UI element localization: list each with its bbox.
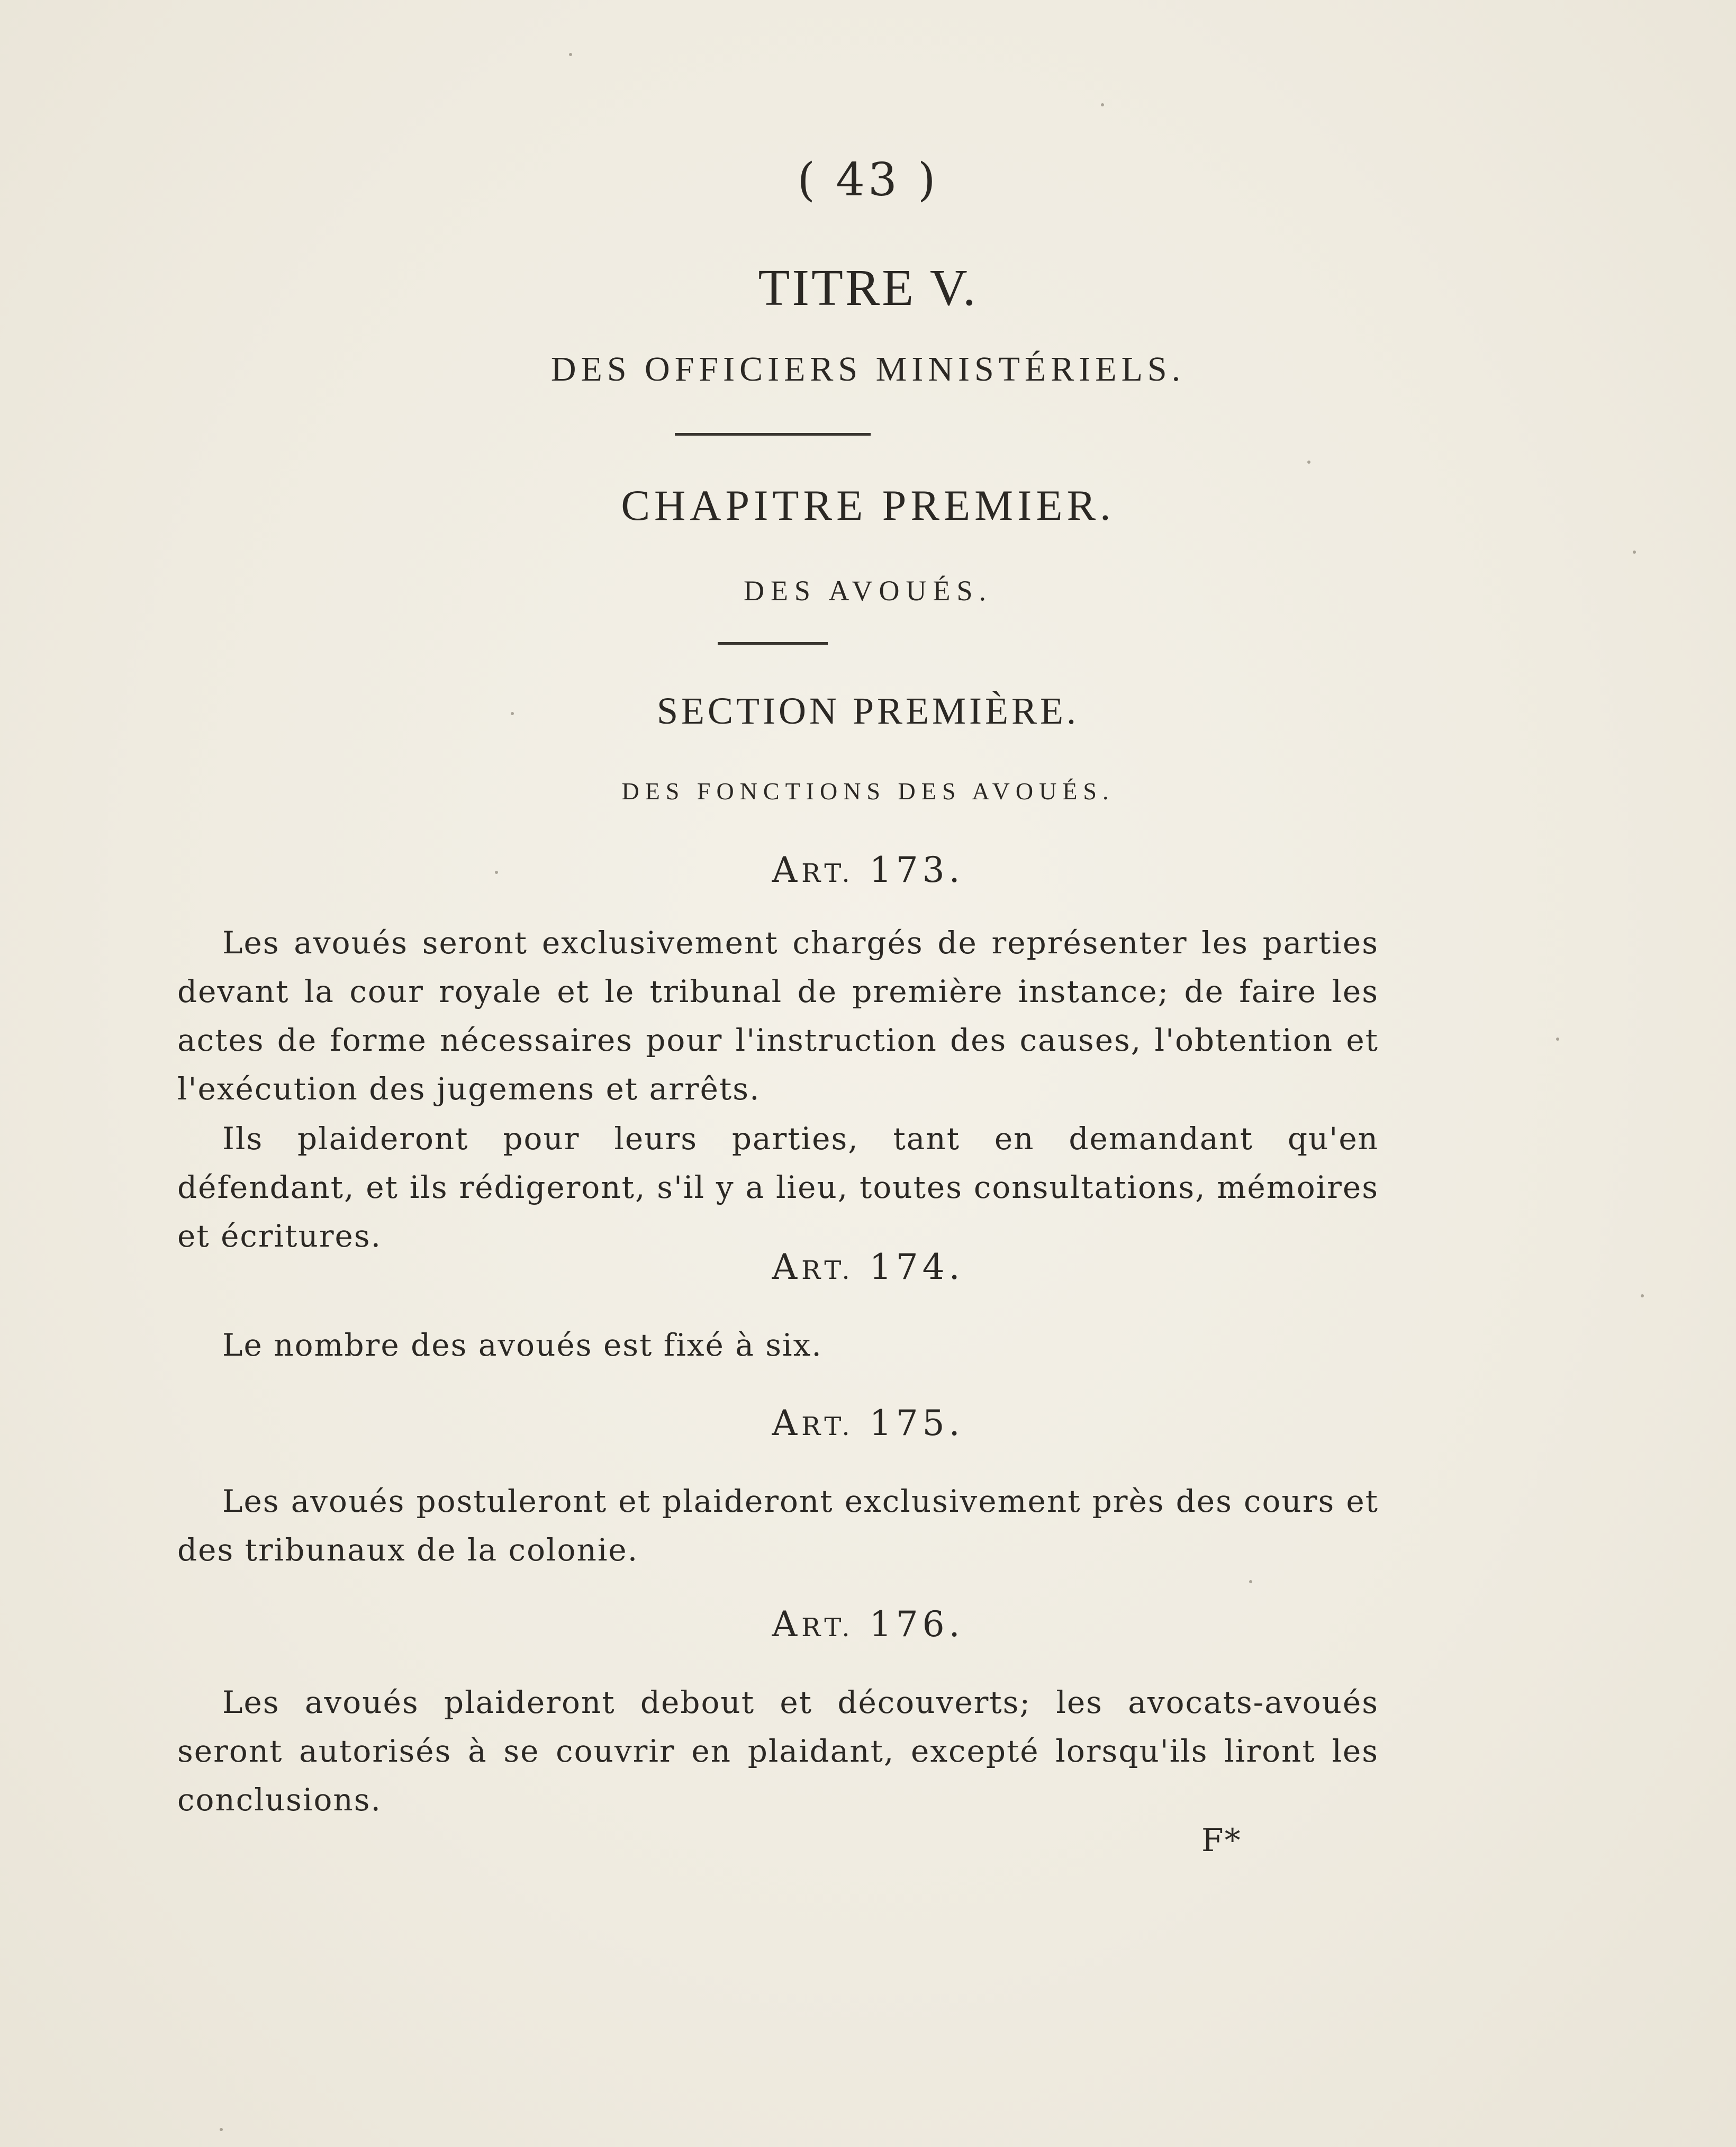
section-heading: SECTION PREMIÈRE. (656, 690, 1080, 732)
article-number: 176. (869, 1604, 964, 1645)
chapitre-heading: CHAPITRE PREMIER. (621, 481, 1115, 529)
paper-speck (1633, 551, 1636, 554)
article-label-initial: A (772, 1247, 802, 1287)
section-subheading: DES FONCTIONS DES AVOUÉS. (621, 778, 1115, 805)
paper-speck (511, 712, 514, 715)
paper-speck (569, 53, 572, 56)
paragraph-text: Les avoués plaideront debout et découverts; les avocats-avoués seront autorisés à se couvrir en plaidant, excepté lorsqu'ils liront les conclusions. (177, 1684, 1379, 1818)
article-paragraph (177, 918, 1379, 1113)
titre-subheading: DES OFFICIERS MINISTÉRIELS. (550, 350, 1186, 389)
article-number: 175. (869, 1403, 964, 1444)
paragraph-text: Le nombre des avoués est fixé à six. (222, 1327, 822, 1363)
signature-mark: F* (1201, 1822, 1242, 1859)
paper-speck (1249, 1580, 1252, 1583)
article-paragraph (177, 1678, 1379, 1824)
article-paragraph (177, 1321, 1379, 1369)
paragraph-text: Ils plaideront pour leurs parties, tant en demandant qu'en défendant, et ils rédigeront, s'il y a lieu, toutes consultations, mémoires et écritures. (177, 1121, 1379, 1254)
article-paragraph (177, 1477, 1379, 1574)
article-heading (0, 850, 1736, 890)
paper-speck (495, 871, 498, 874)
article-label-rest: RT. (801, 1412, 854, 1441)
article-heading (0, 1403, 1736, 1444)
paper-speck (1101, 103, 1104, 106)
article-label-rest: RT. (801, 1256, 854, 1285)
article-heading (0, 1604, 1736, 1645)
article-paragraph (177, 1114, 1379, 1260)
paragraph-text: Les avoués seront exclusivement chargés de représenter les parties devant la cour royale et le tribunal de première instance; de faire les actes de forme nécessaires pour l'instruction des causes, l'obtention et l'exécution des jugemens et arrêts. (177, 925, 1379, 1107)
page-number: ( 43 ) (797, 154, 939, 206)
paper-speck (1641, 1294, 1644, 1297)
article-number: 174. (869, 1247, 964, 1287)
article-label-rest: RT. (801, 859, 854, 888)
paragraph-text: Les avoués postuleront et plaideront exclusivement près des cours et des tribunaux de la colonie. (177, 1483, 1379, 1568)
paper-speck (1556, 1038, 1559, 1041)
article-label-rest: RT. (801, 1613, 854, 1643)
article-label-initial: A (772, 1403, 802, 1444)
chapitre-subheading: DES AVOUÉS. (743, 575, 993, 607)
article-heading (0, 1247, 1736, 1287)
titre-heading: TITRE V. (758, 259, 978, 317)
divider-rule (675, 433, 871, 436)
paper-speck (1307, 461, 1310, 464)
paper-speck (220, 2128, 223, 2131)
article-label-initial: A (772, 850, 802, 890)
article-number: 173. (869, 850, 964, 890)
article-label-initial: A (772, 1604, 802, 1645)
divider-rule (718, 642, 828, 645)
